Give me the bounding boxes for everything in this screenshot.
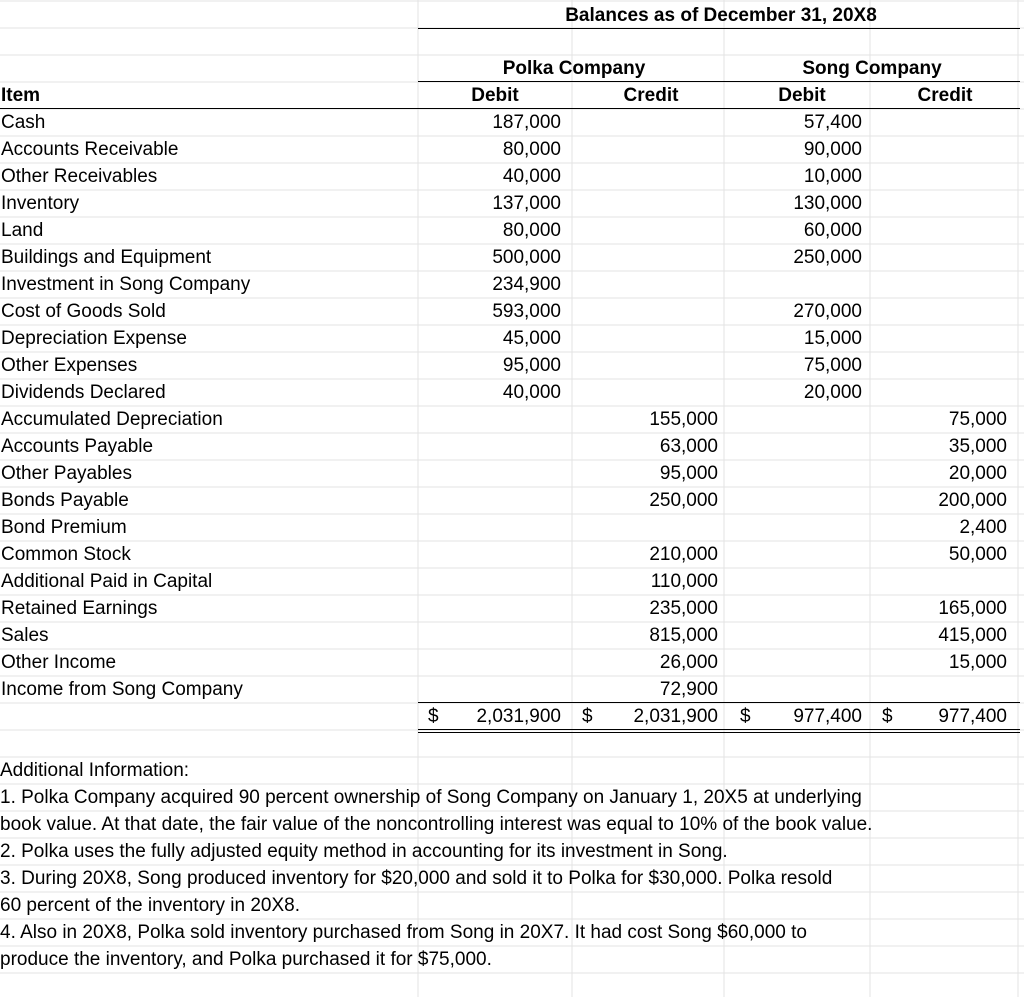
row-polka-credit: 26,000 — [659, 652, 718, 673]
row-item: Other Payables — [1, 463, 132, 484]
row-song-debit — [724, 649, 862, 676]
row-polka-credit: 63,000 — [659, 436, 718, 457]
row-polka-debit: 500,000 — [492, 247, 561, 268]
row-song-credit: 200,000 — [938, 490, 1007, 511]
row-polka-debit — [418, 433, 561, 460]
row-item: Additional Paid in Capital — [1, 571, 213, 592]
row-song-credit — [870, 676, 1007, 703]
row-song-credit — [870, 109, 1007, 136]
row-song-credit — [870, 298, 1007, 325]
row-item: Income from Song Company — [1, 679, 243, 700]
row-polka-debit — [418, 595, 561, 622]
row-item: Bond Premium — [1, 517, 127, 538]
additional-info-line: produce the inventory, and Polka purchased it for $75,000. — [0, 949, 492, 970]
row-song-credit — [870, 352, 1007, 379]
row-item: Accumulated Depreciation — [1, 409, 223, 430]
row-item: Depreciation Expense — [1, 328, 187, 349]
row-song-debit: 250,000 — [793, 247, 862, 268]
row-item: Accounts Receivable — [1, 139, 179, 160]
row-polka-credit — [572, 352, 718, 379]
row-polka-credit — [572, 244, 718, 271]
row-polka-credit — [572, 514, 718, 541]
row-polka-credit — [572, 163, 718, 190]
row-polka-debit: 45,000 — [502, 328, 561, 349]
row-polka-debit: 40,000 — [502, 166, 561, 187]
row-song-credit: 35,000 — [948, 436, 1007, 457]
song-debit-header: Debit — [778, 85, 826, 106]
row-polka-debit: 95,000 — [502, 355, 561, 376]
row-song-debit — [724, 271, 862, 298]
row-polka-credit: 250,000 — [649, 490, 718, 511]
row-song-credit: 415,000 — [938, 625, 1007, 646]
additional-info-line: 1. Polka Company acquired 90 percent ownership of Song Company on January 1, 20X5 at underlying — [0, 787, 862, 808]
additional-info-line: 3. During 20X8, Song produced inventory for $20,000 and sold it to Polka for $30,000. Polka resold — [0, 868, 833, 889]
total-song-debit: 977,400 — [793, 706, 862, 727]
row-polka-debit — [418, 406, 561, 433]
total-currency-polka-credit: $ — [582, 706, 593, 727]
row-polka-debit — [418, 487, 561, 514]
row-song-debit — [724, 460, 862, 487]
row-song-credit: 15,000 — [948, 652, 1007, 673]
row-song-credit: 165,000 — [938, 598, 1007, 619]
row-polka-debit — [418, 514, 561, 541]
row-song-debit — [724, 433, 862, 460]
row-polka-credit: 235,000 — [649, 598, 718, 619]
row-item: Inventory — [1, 193, 80, 214]
row-item: Common Stock — [1, 544, 131, 565]
row-song-credit — [870, 325, 1007, 352]
row-item: Cash — [1, 112, 46, 133]
row-song-credit — [870, 244, 1007, 271]
row-polka-credit — [572, 190, 718, 217]
row-item: Other Income — [1, 652, 117, 673]
row-polka-credit: 155,000 — [649, 409, 718, 430]
row-song-credit: 20,000 — [948, 463, 1007, 484]
row-polka-credit: 95,000 — [659, 463, 718, 484]
additional-info-line: 60 percent of the inventory in 20X8. — [0, 895, 300, 916]
total-currency-polka-debit: $ — [428, 706, 439, 727]
row-song-credit — [870, 271, 1007, 298]
row-polka-credit: 210,000 — [649, 544, 718, 565]
total-song-credit: 977,400 — [938, 706, 1007, 727]
row-song-debit — [724, 541, 862, 568]
row-item: Sales — [1, 625, 49, 646]
polka-debit-header: Debit — [471, 85, 519, 106]
row-song-credit: 50,000 — [948, 544, 1007, 565]
row-song-debit — [724, 676, 862, 703]
row-song-credit: 75,000 — [948, 409, 1007, 430]
row-song-debit: 90,000 — [803, 139, 862, 160]
row-polka-debit: 80,000 — [502, 139, 561, 160]
row-polka-debit: 80,000 — [502, 220, 561, 241]
row-item: Accounts Payable — [1, 436, 154, 457]
song-company-header: Song Company — [802, 58, 942, 79]
row-song-credit: 2,400 — [959, 517, 1007, 538]
total-currency-song-credit: $ — [882, 706, 893, 727]
row-song-debit: 60,000 — [803, 220, 862, 241]
row-polka-debit: 137,000 — [492, 193, 561, 214]
row-item: Land — [1, 220, 44, 241]
row-item: Retained Earnings — [1, 598, 158, 619]
row-item: Buildings and Equipment — [1, 247, 212, 268]
row-polka-debit — [418, 541, 561, 568]
row-song-debit: 15,000 — [803, 328, 862, 349]
row-polka-credit — [572, 109, 718, 136]
row-song-credit — [870, 190, 1007, 217]
row-polka-credit: 110,000 — [650, 571, 718, 592]
row-song-credit — [870, 217, 1007, 244]
row-polka-credit — [572, 379, 718, 406]
row-polka-credit — [572, 136, 718, 163]
row-polka-debit: 187,000 — [492, 112, 561, 133]
row-song-debit — [724, 595, 862, 622]
row-polka-credit — [572, 325, 718, 352]
totals-double-underline — [418, 729, 1020, 733]
row-item: Cost of Goods Sold — [1, 301, 166, 322]
additional-info-line: book value. At that date, the fair value of the noncontrolling interest was equal to 10% of the book value. — [0, 814, 873, 835]
sheet-title: Balances as of December 31, 20X8 — [565, 5, 877, 26]
row-polka-debit — [418, 676, 561, 703]
additional-info-line: 2. Polka uses the fully adjusted equity method in accounting for its investment in Song. — [0, 841, 728, 862]
row-song-debit: 57,400 — [803, 112, 862, 133]
row-polka-debit: 593,000 — [492, 301, 561, 322]
row-polka-debit: 40,000 — [502, 382, 561, 403]
row-song-credit — [870, 136, 1007, 163]
additional-info-heading: Additional Information: — [0, 760, 190, 781]
total-polka-credit: 2,031,900 — [633, 706, 718, 727]
row-polka-credit — [572, 271, 718, 298]
row-song-debit — [724, 514, 862, 541]
row-polka-credit: 815,000 — [649, 625, 718, 646]
row-polka-credit — [572, 298, 718, 325]
row-polka-debit: 234,900 — [492, 274, 561, 295]
total-polka-debit: 2,031,900 — [476, 706, 561, 727]
row-song-debit — [724, 406, 862, 433]
row-polka-debit — [418, 460, 561, 487]
polka-credit-header: Credit — [623, 85, 679, 106]
row-polka-credit: 72,900 — [659, 679, 718, 700]
row-polka-debit — [418, 649, 561, 676]
row-polka-credit — [572, 217, 718, 244]
row-item: Other Expenses — [1, 355, 138, 376]
row-item: Other Receivables — [1, 166, 158, 187]
polka-company-header: Polka Company — [502, 58, 646, 79]
title-underline — [418, 28, 1020, 29]
row-song-debit — [724, 487, 862, 514]
row-item: Bonds Payable — [1, 490, 129, 511]
row-item: Investment in Song Company — [1, 274, 251, 295]
additional-info-line: 4. Also in 20X8, Polka sold inventory purchased from Song in 20X7. It had cost Song $60,000 to — [0, 922, 807, 943]
row-song-debit: 270,000 — [793, 301, 862, 322]
row-song-debit: 130,000 — [793, 193, 862, 214]
row-song-credit — [870, 568, 1007, 595]
total-currency-song-debit: $ — [740, 706, 751, 727]
row-song-debit: 20,000 — [803, 382, 862, 403]
row-song-debit: 75,000 — [803, 355, 862, 376]
row-song-debit — [724, 622, 862, 649]
row-polka-debit — [418, 568, 561, 595]
row-song-debit — [724, 568, 862, 595]
item-column-header: Item — [1, 85, 41, 106]
row-song-credit — [870, 379, 1007, 406]
row-item: Dividends Declared — [1, 382, 166, 403]
song-credit-header: Credit — [917, 85, 973, 106]
row-polka-debit — [418, 622, 561, 649]
row-song-credit — [870, 163, 1007, 190]
row-song-debit: 10,000 — [803, 166, 862, 187]
